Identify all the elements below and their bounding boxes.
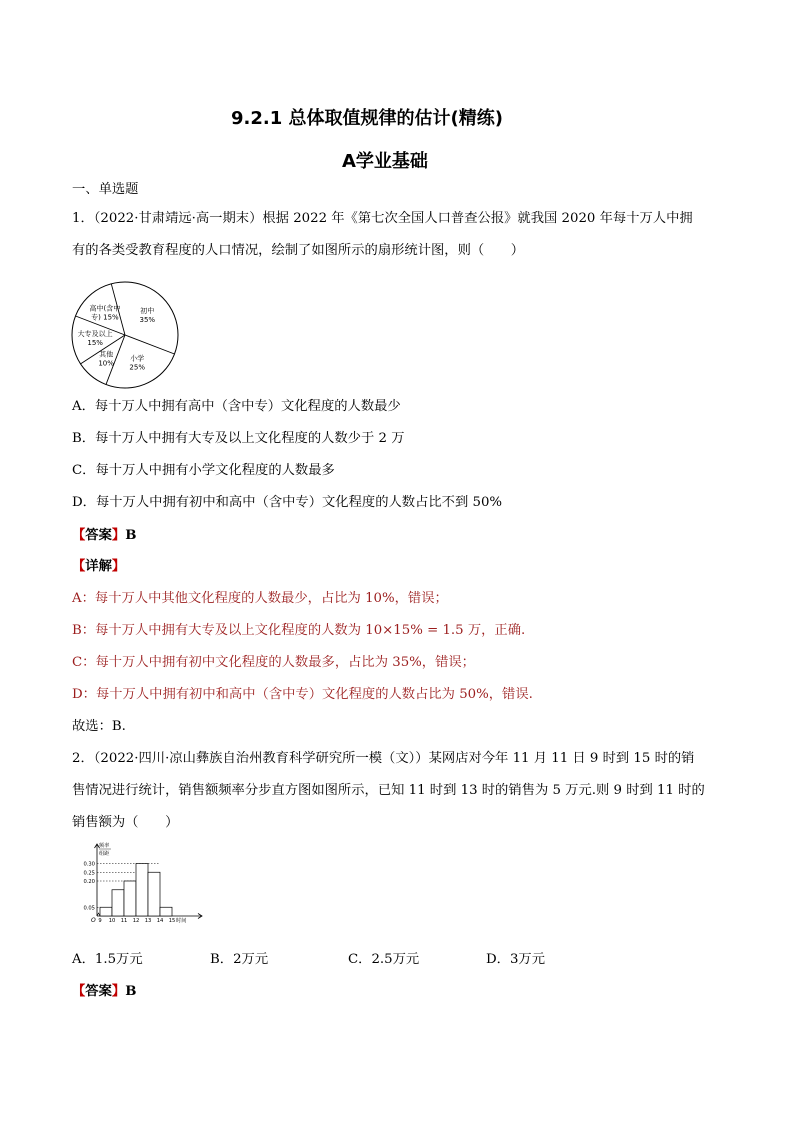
q1-explanation-d: D：每十万人中拥有初中和高中（含中专）文化程度的人数占比为 50%，错误. bbox=[72, 687, 533, 702]
pie-chart bbox=[70, 280, 185, 395]
detail-open-bracket: 【 bbox=[72, 559, 86, 574]
answer-label: 答案 bbox=[85, 528, 112, 543]
x-tick-label: 14 bbox=[156, 918, 164, 924]
q1-explanation-b: B：每十万人中拥有大专及以上文化程度的人数为 10×15% = 1.5 万，正确. bbox=[72, 623, 526, 638]
q2-stem-line1: 2．（2022·四川·凉山彝族自治州教育科学研究所一模（文））某网店对今年 11 月 11 日 9 时到 15 时的销 bbox=[72, 751, 695, 766]
origin-label: O bbox=[91, 917, 96, 924]
y-tick-label: 0.05 bbox=[83, 905, 95, 912]
pie-slice-label: 大专及以上 15% bbox=[77, 330, 113, 348]
pie-slice-label: 小学 25% bbox=[129, 354, 145, 372]
q1-detail-heading bbox=[72, 558, 125, 576]
histogram-bar bbox=[136, 864, 148, 917]
answer-label: 答案 bbox=[85, 984, 112, 999]
x-tick-label: 12 bbox=[132, 918, 140, 924]
q2-stem-line2: 售情况进行统计，销售额频率分步直方图如图所示，已知 11 时到 13 时的销售为 5 万元.则 9 时到 11 时的 bbox=[72, 783, 705, 798]
y-tick-label: 0.30 bbox=[83, 861, 95, 868]
pie-slice-label: 其他 10% bbox=[98, 350, 114, 368]
histogram-bars bbox=[100, 864, 172, 917]
q2-option-c: C．2.5万元 bbox=[348, 952, 420, 967]
x-tick-label: 9 bbox=[98, 918, 102, 924]
histogram-bar bbox=[148, 872, 160, 916]
q2-option-a: A．1.5万元 bbox=[72, 952, 143, 967]
answer-close-bracket: 】 bbox=[111, 528, 126, 543]
answer-value: B bbox=[125, 528, 137, 543]
histogram-bar bbox=[100, 907, 112, 916]
histogram-chart bbox=[70, 838, 210, 934]
y-axis-label-bottom: 组距 bbox=[99, 851, 110, 857]
q1-answer bbox=[72, 527, 136, 545]
pie-slice-label: 初中 35% bbox=[139, 306, 156, 324]
q1-stem-line1: 1．（2022·甘肃靖远·高一期末）根据 2022 年《第七次全国人口普查公报》就我国 2020 年每十万人中拥 bbox=[72, 211, 693, 226]
q2-option-b: B．2万元 bbox=[210, 952, 269, 967]
section-subtitle: A学业基础 bbox=[342, 151, 428, 172]
page-title: 9.2.1 总体取值规律的估计(精练) bbox=[231, 108, 503, 129]
q1-conclusion: 故选：B. bbox=[72, 719, 126, 734]
q1-option-b: B．每十万人中拥有大专及以上文化程度的人数少于 2 万 bbox=[72, 431, 405, 446]
q2-stem-line3: 销售额为（ ） bbox=[72, 815, 179, 830]
axis-break bbox=[97, 913, 100, 916]
x-tick-label: 13 bbox=[144, 918, 152, 924]
q1-option-c: C．每十万人中拥有小学文化程度的人数最多 bbox=[72, 463, 335, 478]
section-heading: 一、单选题 bbox=[72, 182, 139, 197]
x-axis-label: 时间 bbox=[176, 918, 187, 924]
histogram-bar bbox=[112, 890, 124, 916]
answer-open-bracket: 【 bbox=[72, 528, 86, 543]
q2-option-d: D．3万元 bbox=[486, 952, 546, 967]
q1-explanation-a: A：每十万人中其他文化程度的人数最少，占比为 10%，错误； bbox=[72, 591, 448, 606]
q1-option-d: D．每十万人中拥有初中和高中（含中专）文化程度的人数占比不到 50% bbox=[72, 495, 503, 510]
pie-slice-label: 高中(含中专) 15% bbox=[89, 304, 121, 322]
q1-option-a: A．每十万人中拥有高中（含中专）文化程度的人数最少 bbox=[72, 399, 401, 414]
x-tick-label: 10 bbox=[108, 918, 116, 924]
detail-close-bracket: 】 bbox=[111, 559, 126, 574]
answer-close-bracket: 】 bbox=[111, 984, 126, 999]
histogram-bar bbox=[124, 881, 136, 916]
detail-label: 详解 bbox=[85, 559, 112, 574]
y-tick-label: 0.20 bbox=[83, 879, 95, 885]
histogram-bar bbox=[160, 907, 172, 916]
x-tick-label: 11 bbox=[120, 918, 128, 924]
y-axis-label-top: 频率 bbox=[99, 843, 110, 849]
y-tick-label: 0.25 bbox=[83, 870, 95, 877]
q1-stem-line2: 有的各类受教育程度的人口情况，绘制了如图所示的扇形统计图，则（ ） bbox=[72, 243, 525, 258]
q1-explanation-c: C：每十万人中拥有初中文化程度的人数最多，占比为 35%，错误； bbox=[72, 655, 475, 670]
answer-value: B bbox=[125, 984, 137, 999]
q2-answer bbox=[72, 983, 136, 1001]
x-tick-label: 15 bbox=[168, 918, 176, 924]
answer-open-bracket: 【 bbox=[72, 984, 86, 999]
